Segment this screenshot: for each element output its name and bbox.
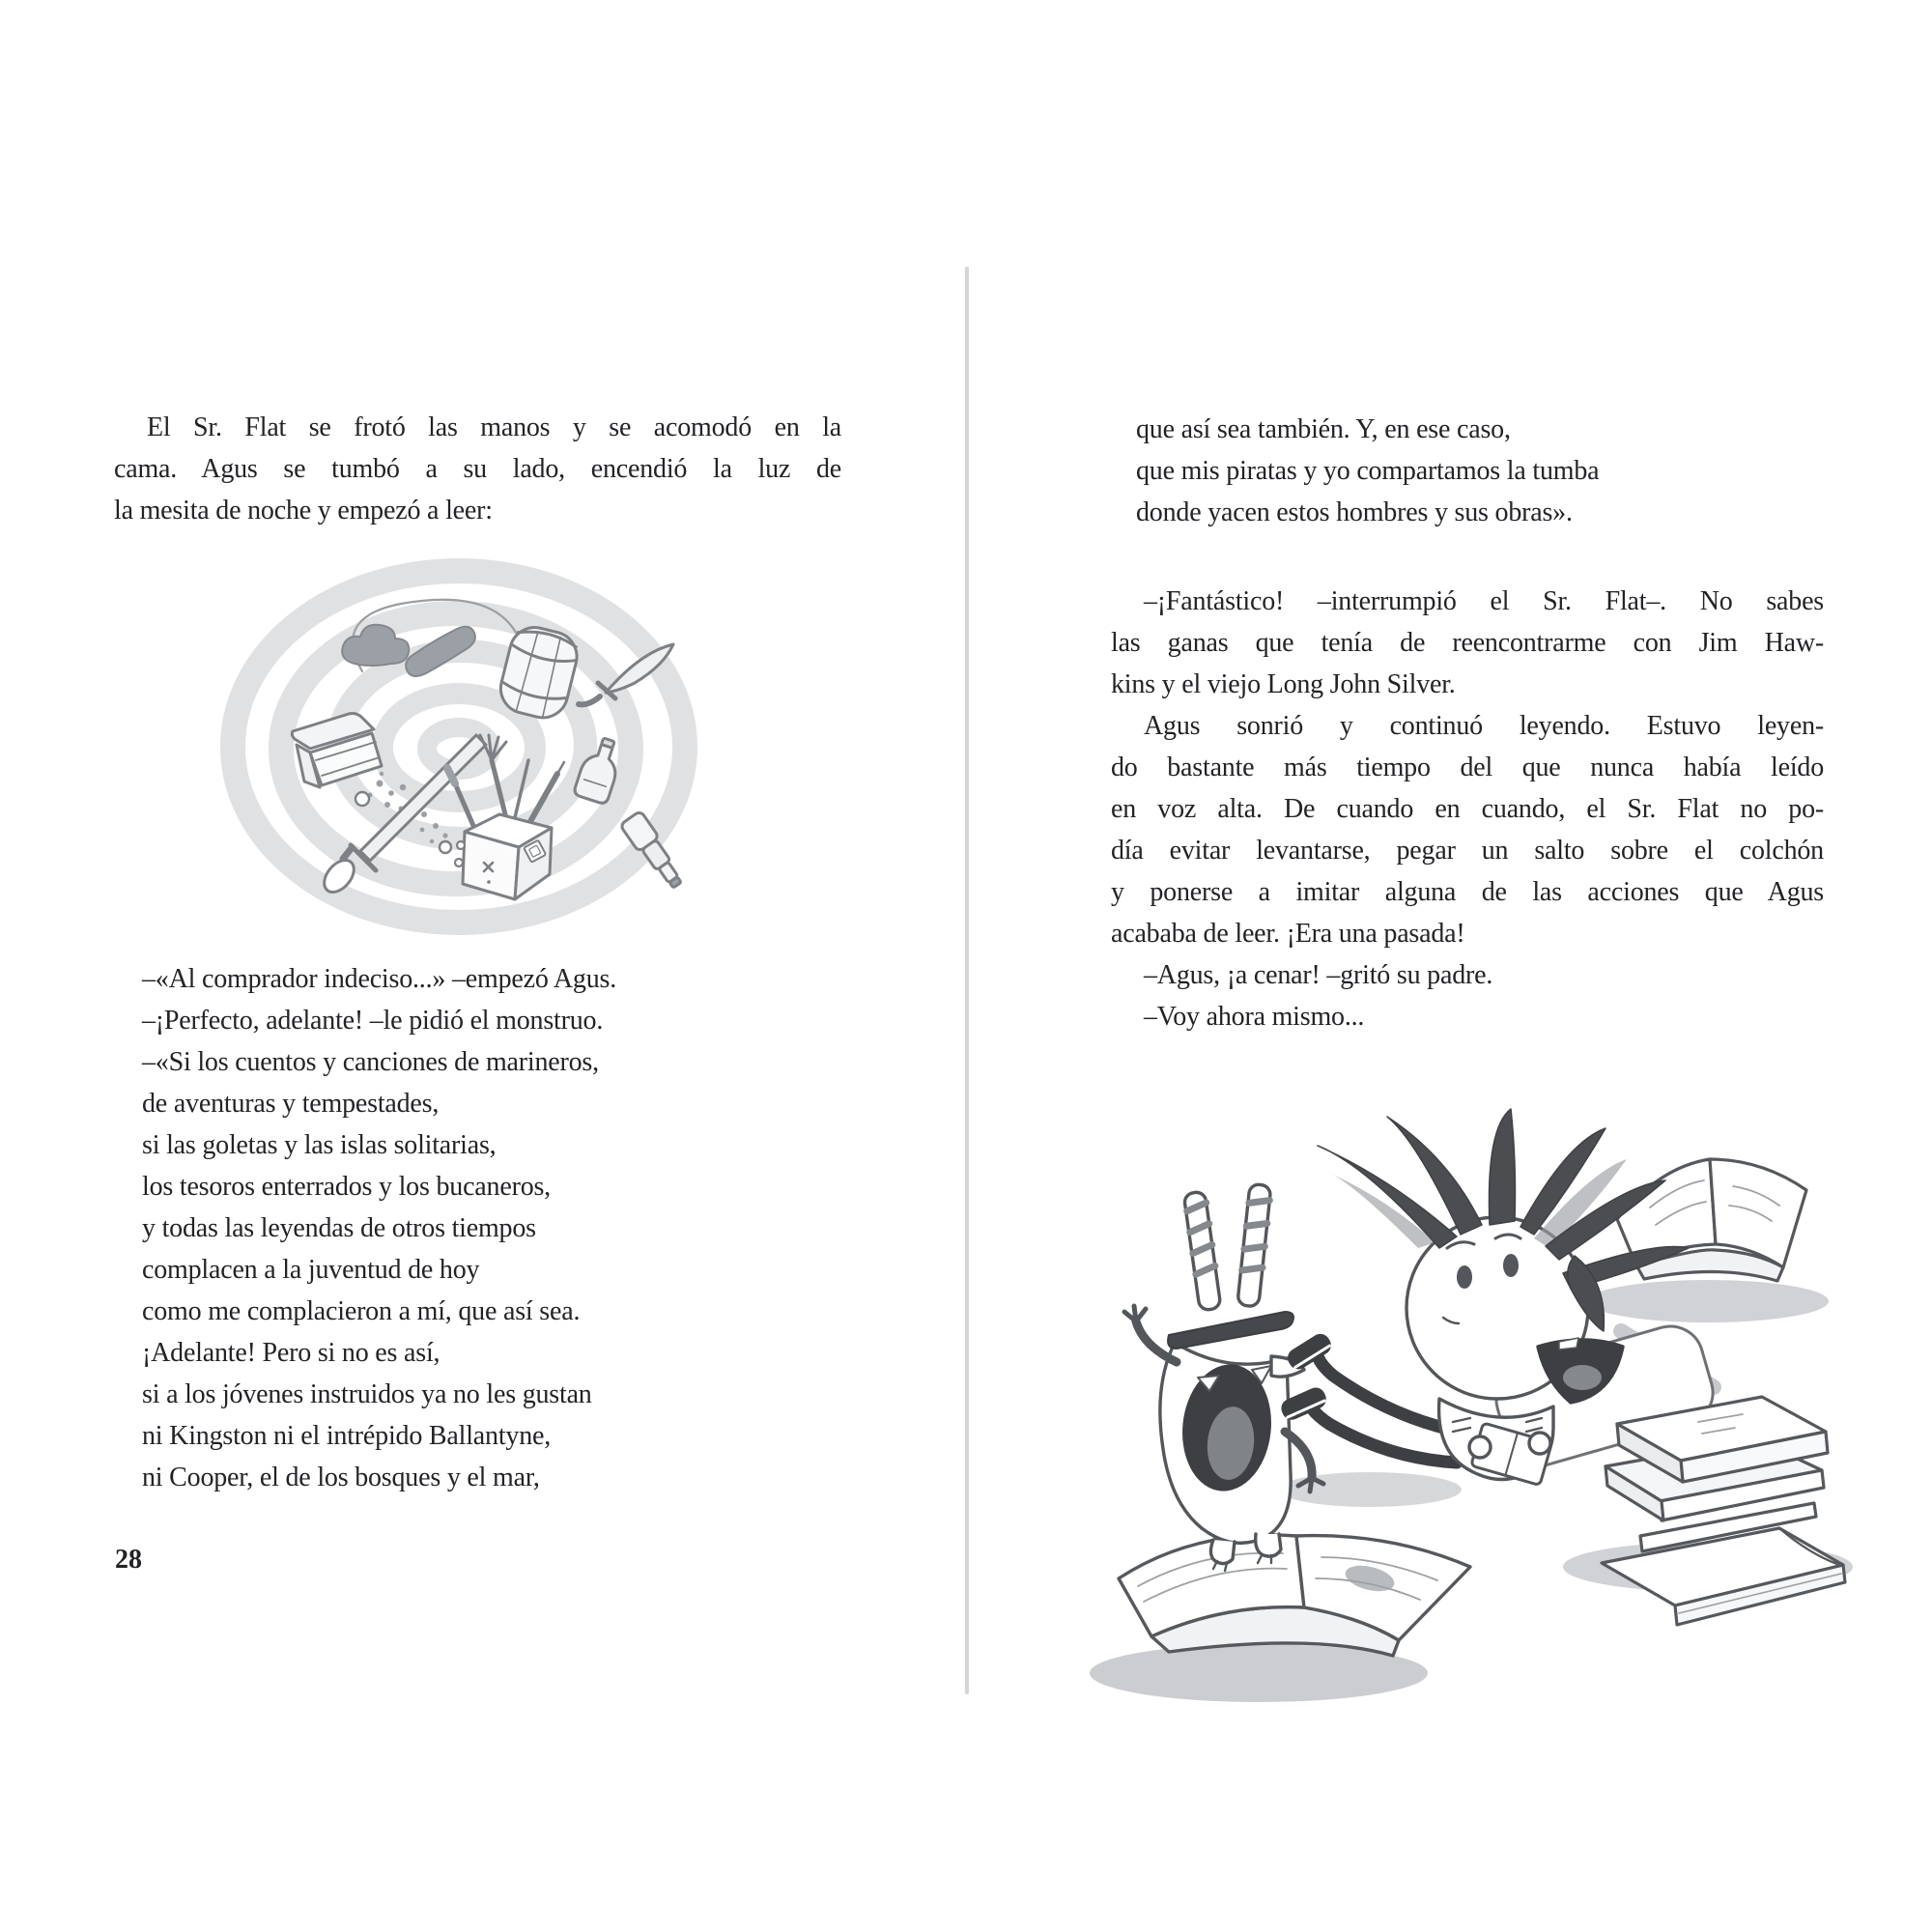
- monster-figure: [1124, 1183, 1323, 1571]
- poem-line: los tesoros enterrados y los bucaneros,: [142, 1172, 551, 1202]
- page-number: 28: [115, 1545, 142, 1575]
- monster-and-boy-illustration-svg: [1080, 1103, 1853, 1746]
- open-book-left: [1119, 1535, 1470, 1656]
- body-paragraphs: [1111, 581, 1824, 1037]
- text-line: acababa de leer. ¡Era una pasada!: [1111, 919, 1465, 949]
- pirate-objects-illustration: [217, 555, 700, 942]
- poem-line: ni Kingston ni el intrépido Ballantyne,: [142, 1421, 552, 1451]
- poem-line: que así sea también. Y, en ese caso,: [1136, 414, 1511, 444]
- intro-paragraph: [114, 407, 841, 531]
- poem-line: que mis piratas y yo compartamos la tumba: [1136, 456, 1600, 486]
- poem-line: ni Cooper, el de los bosques y el mar,: [142, 1463, 540, 1492]
- pirate-objects-illustration-svg: [217, 555, 700, 942]
- text-line: –Voy ahora mismo...: [1144, 1002, 1365, 1032]
- treasure-chest-icon: [292, 714, 382, 788]
- text-line: –¡Fantástico! –interrumpió el Sr. Flat–. No sabes: [1144, 586, 1824, 616]
- poem-line: –«Si los cuentos y canciones de marineros,: [142, 1047, 599, 1077]
- poem-line: como me complacieron a mí, que así sea.: [142, 1296, 581, 1326]
- text-line: –Agus, ¡a cenar! –gritó su padre.: [1144, 960, 1493, 990]
- text-line: kins y el viejo Long John Silver.: [1111, 669, 1456, 699]
- poem-line: si a los jóvenes instruidos ya no les gustan: [142, 1379, 592, 1409]
- text-line: en voz alta. De cuando en cuando, el Sr. Flat no po-: [1111, 794, 1824, 824]
- text-line: la mesita de noche y empezó a leer:: [114, 496, 493, 526]
- poem-line: –«Al comprador indeciso...» –empezó Agus.: [142, 964, 617, 994]
- text-line: Agus sonrió y continuó leyendo. Estuvo leyen-: [1144, 711, 1824, 741]
- monster-antenna: [1183, 1191, 1221, 1311]
- boy-hand: [1469, 1436, 1491, 1458]
- monster-foot: [1256, 1534, 1281, 1556]
- text-line: y ponerse a imitar alguna de las acciones que Agus: [1111, 877, 1824, 907]
- poem-line: donde yacen estos hombres y sus obras».: [1136, 497, 1573, 527]
- poem-line: complacen a la juventud de hoy: [142, 1255, 480, 1285]
- monster-hat-brim: [1168, 1312, 1293, 1349]
- text-line: cama. Agus se tumbó a su lado, encendió la luz de: [114, 454, 841, 484]
- books-stack: [1602, 1397, 1845, 1625]
- ring-icon: [355, 792, 369, 806]
- monster-foot: [1210, 1540, 1235, 1564]
- text-line: El Sr. Flat se frotó las manos y se acomodó en la: [147, 412, 841, 442]
- poem-line: –¡Perfecto, adelante! –le pidió el monstruo.: [142, 1006, 604, 1036]
- text-line: do bastante más tiempo del que nunca había leído: [1111, 753, 1824, 782]
- poem-line: ¡Adelante! Pero si no es así,: [142, 1338, 440, 1368]
- poem-continuation-block: [1136, 409, 1599, 533]
- text-line: las ganas que tenía de reencontrarme con Jim Haw-: [1111, 628, 1824, 658]
- poem-line: y todas las leyendas de otros tiempos: [142, 1213, 536, 1243]
- monster-and-boy-illustration: [1080, 1103, 1853, 1746]
- boy-hand: [1529, 1433, 1550, 1454]
- text-line: día evitar levantarse, pegar un salto sobre el colchón: [1111, 836, 1824, 866]
- poem-block: [142, 958, 616, 1498]
- right-page: [966, 0, 1932, 1932]
- poem-line: si las goletas y las islas solitarias,: [142, 1130, 497, 1160]
- ring-icon: [440, 841, 451, 853]
- poem-line: de aventuras y tempestades,: [142, 1089, 440, 1119]
- monster-antenna: [1237, 1183, 1271, 1307]
